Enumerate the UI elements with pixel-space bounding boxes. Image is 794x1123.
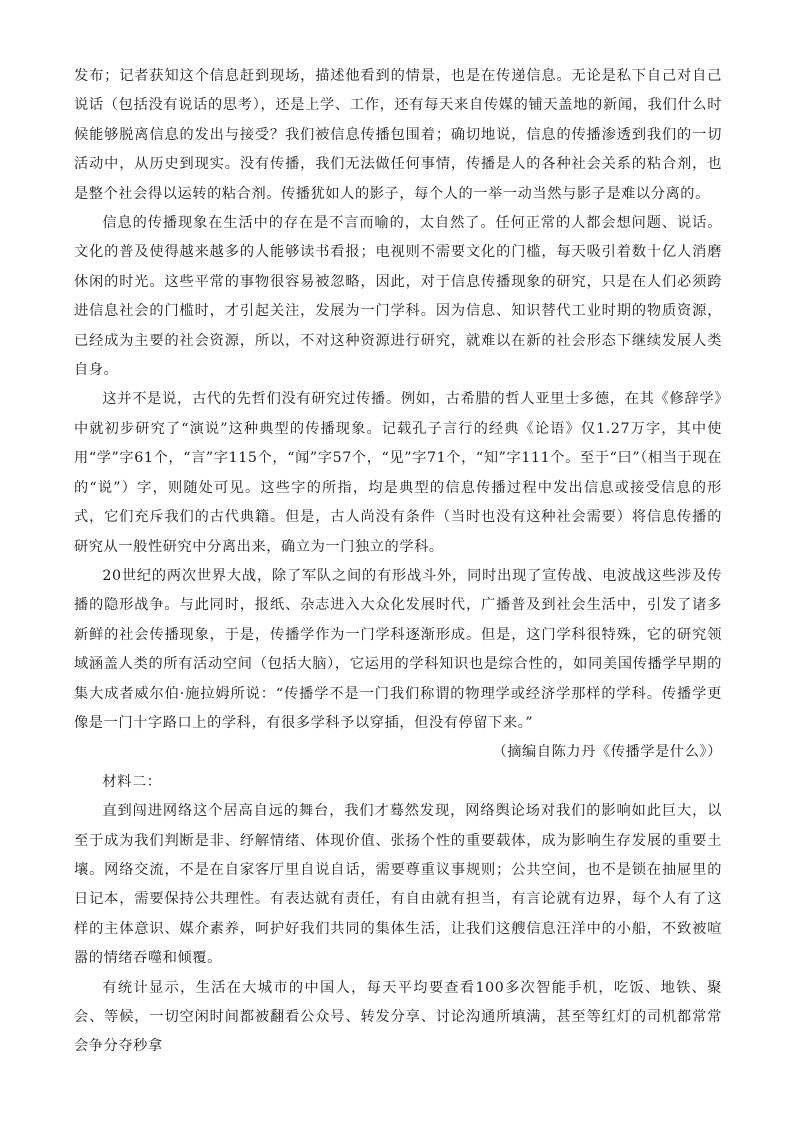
source-citation: （摘编自陈力丹《传播学是什么》）	[492, 744, 722, 761]
paragraph: 信息的传播现象在生活中的存在是不言而喻的，太自然了。任何正常的人都会想问题、说话。文化的普及使得越来越多的人能够读书看报；电视则不需要文化的门槛，每天吸引着数十亿人消磨休闲的时光。这些平常的事物很容易被忽略，因此，对于信息传播现象的研究，只是在人们必须跨进信息社会的门槛时，才引起关注，发展为一门学科。因为信息、知识替代工业时期的物质资源，已经成为主要的社会资源，所以，不对这种资源进行研究，就难以在新的社会形态下继续发展人类自身。	[74, 215, 722, 379]
document-page	[74, 62, 722, 1062]
paragraph: 这并不是说，古代的先哲们没有研究过传播。例如，古希腊的哲人亚里士多德，在其《修辞学》中就初步研究了“演说”这种典型的传播现象。记载孔子言行的经典《论语》仅1.27万字，其中使用“学”字61个，“言”字115个，“闻”字57个，“见”字71个，“知”字111个。至于“曰”（相当于现在的“说”）字，则随处可见。这些字的所指，均是典型的信息传播过程中发出信息或接受信息的形式，它们充斥我们的古代典籍。但是，古人尚没有条件（当时也没有这种社会需要）将信息传播的研究从一般性研究中分离出来，确立为一门独立的学科。	[74, 391, 722, 555]
paragraph: 直到闯进网络这个居高自远的舞台，我们才蓦然发现，网络舆论场对我们的影响如此巨大，以至于成为我们判断是非、纾解情绪、体现价值、张扬个性的重要载体，成为影响生存发展的重要土壤。网络交流，不是在自家客厅里自说自话，需要尊重议事规则；公共空间，也不是锁在抽屉里的日记本，需要保持公共理性。有表达就有责任，有自由就有担当，有言论就有边界，每个人有了这样的主体意识、媒介素养，呵护好我们共同的集体生活，让我们这艘信息汪洋中的小船，不致被喧嚣的情绪吞噬和倾覆。	[74, 803, 722, 967]
material-label: 材料二：	[102, 773, 162, 790]
paragraph: 20世纪的两次世界大战，除了军队之间的有形战斗外，同时出现了宣传战、电波战这些涉及传播的隐形战争。与此同时，报纸、杂志进入大众化发展时代，广播普及到社会生活中，引发了诸多新鲜的社会传播现象，于是，传播学作为一门学科逐渐形成。但是，这门学科很特殊，它的研究领域涵盖人类的所有活动空间（包括大脑），它运用的学科知识也是综合性的，如同美国传播学早期的集大成者威尔伯·施拉姆所说：“传播学不是一门我们称谓的物理学或经济学那样的学科。传播学更像是一门十字路口上的学科，有很多学科予以穿插，但没有停留下来。”	[74, 567, 722, 731]
paragraph: 有统计显示，生活在大城市的中国人，每天平均要查看100多次智能手机，吃饭、地铁、聚会、等候，一切空闲时间都被翻看公众号、转发分享、讨论沟通所填满，甚至等红灯的司机都常常会争分夺秒拿	[74, 979, 722, 1055]
paragraph-continued: 发布；记者获知这个信息赶到现场，描述他看到的情景，也是在传递信息。无论是私下自己对自己说话（包括没有说话的思考），还是上学、工作，还有每天来自传媒的铺天盖地的新闻，我们什么时候能够脱离信息的发出与接受？我们被信息传播包围着；确切地说，信息的传播渗透到我们的一切活动中，从历史到现实。没有传播，我们无法做任何事情，传播是人的各种社会关系的粘合剂，也是整个社会得以运转的粘合剂。传播犹如人的影子，每个人的一举一动当然与影子是难以分离的。	[74, 68, 722, 202]
